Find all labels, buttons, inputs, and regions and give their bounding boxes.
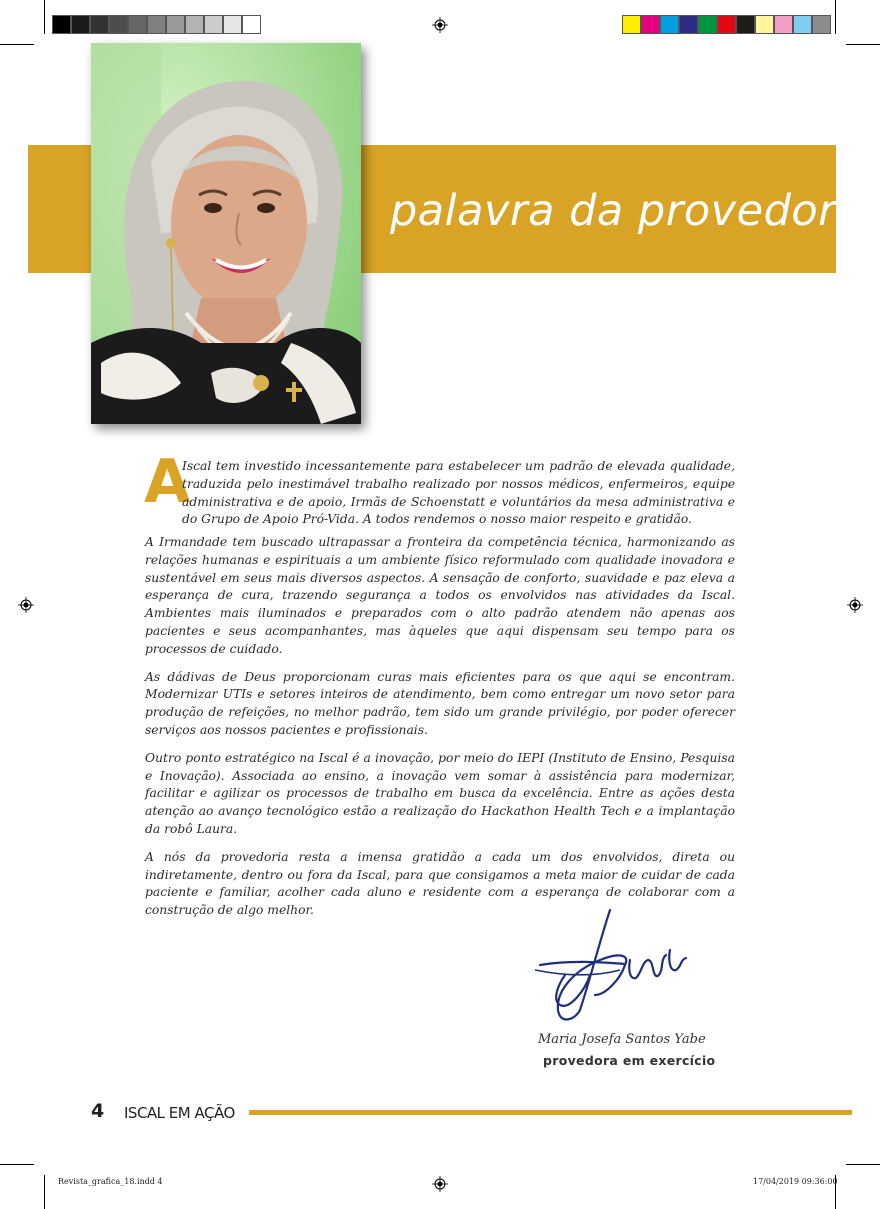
color-swatch xyxy=(166,15,185,34)
color-swatch xyxy=(71,15,90,34)
color-swatch xyxy=(698,15,717,34)
grayscale-color-bar xyxy=(52,15,261,34)
color-swatch xyxy=(793,15,812,34)
registration-mark-icon xyxy=(847,597,863,613)
publication-name: ISCAL EM AÇÃO xyxy=(124,1104,235,1122)
color-swatch xyxy=(679,15,698,34)
process-color-bar xyxy=(622,15,831,34)
crop-mark xyxy=(44,1175,45,1209)
color-swatch xyxy=(717,15,736,34)
page-title: palavra da provedora xyxy=(390,186,864,236)
crop-mark xyxy=(846,1164,880,1165)
article-paragraph: As dádivas de Deus proporcionam curas mais eficientes para os que aqui se encontram. Modernizar UTIs e setores inteiros de atendimento, bem como entregar um novo setor para produção de refeições, no melhor padrão, tem sido um grande privilégio, por poder oferecer serviços aos nossos pacientes e profissionais. xyxy=(145,669,735,737)
portrait-photo xyxy=(91,43,361,424)
handwritten-signature xyxy=(530,900,690,1030)
article-paragraph-text: Iscal tem investido incessantemente para estabelecer um padrão de elevada qualidade, traduzida pelo inestimável trabalho realizado por nossos médicos, enfermeiros, equipe administrativa e de apoio, Irmãs de Schoenstatt e voluntários da mesa administrativa e do Grupo de Apoio Pró-Vida. A todos rendemos o nosso maior respeito e gratidão. xyxy=(182,459,735,527)
color-swatch xyxy=(223,15,242,34)
footer-rule xyxy=(249,1110,852,1115)
article-body xyxy=(145,534,735,930)
slug-timestamp: 17/04/2019 09:36:00 xyxy=(753,1177,838,1186)
registration-mark-icon xyxy=(432,17,448,33)
color-swatch xyxy=(774,15,793,34)
color-swatch xyxy=(128,15,147,34)
color-swatch xyxy=(660,15,679,34)
article-paragraph xyxy=(182,458,735,539)
color-swatch xyxy=(109,15,128,34)
color-swatch xyxy=(185,15,204,34)
color-swatch xyxy=(755,15,774,34)
slug-file-info: Revista_grafica_18.indd 4 xyxy=(58,1177,163,1186)
color-swatch xyxy=(52,15,71,34)
article-paragraph: A nós da provedoria resta a imensa gratidão a cada um dos envolvidos, direta ou indiretamente, dentro ou fora da Iscal, para que consigamos a meta maior de cuidar de cada paciente e familiar, acolher cada aluno e residente com a esperança de colaborar com a construção de algo melhor. xyxy=(145,849,735,918)
color-swatch xyxy=(90,15,109,34)
signature-role: provedora em exercício xyxy=(543,1053,716,1068)
drop-cap: A xyxy=(144,447,191,517)
signature-name: Maria Josefa Santos Yabe xyxy=(538,1032,706,1047)
registration-mark-icon xyxy=(432,1176,448,1192)
color-swatch xyxy=(622,15,641,34)
registration-mark-icon xyxy=(18,597,34,613)
page-number: 4 xyxy=(91,1100,105,1122)
crop-mark xyxy=(44,0,45,34)
color-swatch xyxy=(147,15,166,34)
color-swatch xyxy=(736,15,755,34)
crop-mark xyxy=(0,1164,34,1165)
color-swatch xyxy=(812,15,831,34)
crop-mark xyxy=(846,44,880,45)
article-paragraph: A Irmandade tem buscado ultrapassar a fronteira da competência técnica, harmonizando as relações humanas e espirituais a um ambiente físico reformulado com qualidade inovadora e sustentável em seus mais diversos aspectos. A sensação de conforto, suavidade e paz eleva a esperança de cura, trazendo segurança a todos os envolvidos nas atividades da Iscal. Ambientes mais iluminados e preparados com o alto padrão atendem não apenas aos pacientes e seus acompanhantes, mas àqueles que aqui dispensam seu tempo para os processos de cuidado. xyxy=(145,535,735,656)
crop-mark xyxy=(0,44,34,45)
crop-mark xyxy=(835,0,836,34)
color-swatch xyxy=(204,15,223,34)
color-swatch xyxy=(242,15,261,34)
color-swatch xyxy=(641,15,660,34)
article-paragraph: Outro ponto estratégico na Iscal é a inovação, por meio do IEPI (Instituto de Ensino, Pesquisa e Inovação). Associada ao ensino, a inovação vem somar à assistência para modernizar, facilitar e agilizar os processos de trabalho em busca da excelência. Entre as ações desta atenção ao avanço tecnológico estão a realização do Hackathon Health Tech e a implantação da robô Laura. xyxy=(145,750,735,836)
